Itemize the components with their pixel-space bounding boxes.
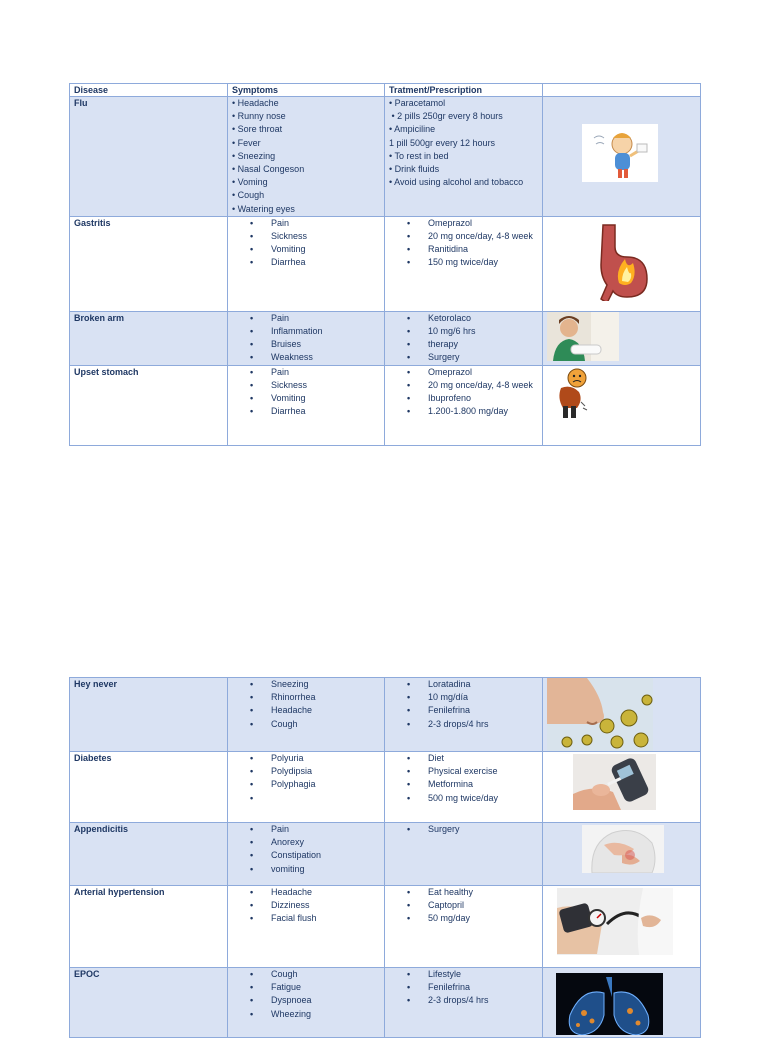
symptom-item: • Cough <box>232 190 265 201</box>
symptom-item: • Voming <box>232 177 268 188</box>
disease-name: Arterial hypertension <box>70 886 228 968</box>
symptom-item: • Headache <box>232 98 279 108</box>
symptom-item: • Headache <box>250 704 380 717</box>
symptoms-cell <box>228 311 385 365</box>
symptoms-cell <box>228 365 385 445</box>
treatment-item: • 10 mg/día <box>407 691 538 704</box>
image-cell <box>543 752 701 823</box>
flu-illustration <box>582 124 658 182</box>
treatment-cell <box>385 886 543 968</box>
symptom-item: • Vomiting <box>250 243 380 256</box>
table-row <box>70 752 701 823</box>
symptom-item: • Sore throat <box>232 124 283 135</box>
table-row <box>70 678 701 752</box>
disease-table-2 <box>69 677 701 1038</box>
treatment-item: • 2 pills 250gr every 8 hours <box>389 111 503 122</box>
broken-arm-photo <box>547 312 619 361</box>
symptom-item: • Sneezing <box>250 678 380 691</box>
symptom-item: • Vomiting <box>250 392 380 405</box>
table-row <box>70 886 701 968</box>
treatment-item: • 20 mg once/day, 4-8 week <box>407 379 538 392</box>
treatment-item: • 2-3 drops/4 hrs <box>407 718 538 731</box>
symptom-item: • Sickness <box>250 230 380 243</box>
symptom-item: • Pain <box>250 366 380 379</box>
image-cell <box>543 365 701 445</box>
symptom-item: • Sickness <box>250 379 380 392</box>
image-cell <box>543 823 701 886</box>
table-row <box>70 311 701 365</box>
treatment-item: • Drink fluids <box>389 164 440 175</box>
treatment-cell <box>385 311 543 365</box>
treatment-item: • Avoid using alcohol and tobacco <box>389 177 524 188</box>
symptom-item: • Facial flush <box>250 912 380 925</box>
symptom-item: • Inflammation <box>250 325 380 338</box>
disease-name: Diabetes <box>70 752 228 823</box>
header-disease: Disease <box>70 84 228 97</box>
symptom-item: • Bruises <box>250 338 380 351</box>
treatment-item: • 20 mg once/day, 4-8 week <box>407 230 538 243</box>
glucose-meter-photo <box>573 754 656 810</box>
treatment-cell <box>385 823 543 886</box>
image-cell <box>543 216 701 311</box>
symptoms-cell <box>228 97 385 217</box>
blood-pressure-photo <box>557 888 673 955</box>
symptom-item: • Watering eyes <box>232 203 295 214</box>
symptom-item: • Headache <box>250 886 380 899</box>
symptom-item: • Pain <box>250 217 380 230</box>
treatment-item: • Paracetamol <box>389 98 446 108</box>
symptom-item <box>250 792 380 805</box>
disease-name: Upset stomach <box>70 365 228 445</box>
symptom-item: • Diarrhea <box>250 405 380 418</box>
image-cell <box>543 886 701 968</box>
treatment-item: • 50 mg/day <box>407 912 538 925</box>
treatment-item: • To rest in bed <box>389 150 449 161</box>
symptom-item: • Polydipsia <box>250 765 380 778</box>
symptom-item: • Wheezing <box>250 1008 380 1021</box>
image-cell <box>543 311 701 365</box>
symptoms-cell <box>228 968 385 1038</box>
treatment-item: • 500 mg twice/day <box>407 792 538 805</box>
symptoms-cell <box>228 216 385 311</box>
image-cell <box>543 968 701 1038</box>
symptoms-cell <box>228 823 385 886</box>
disease-name: Broken arm <box>70 311 228 365</box>
table-header-row <box>70 84 701 97</box>
treatment-item: • Diet <box>407 752 538 765</box>
symptom-item: • Fever <box>232 137 261 148</box>
treatment-item: • Omeprazol <box>407 217 538 230</box>
symptom-item: • Polyuria <box>250 752 380 765</box>
image-cell <box>543 678 701 752</box>
symptom-item: • Dyspnoea <box>250 994 380 1007</box>
table-row <box>70 823 701 886</box>
symptom-item: • Constipation <box>250 849 380 862</box>
symptom-item: • vomiting <box>250 863 380 876</box>
table-row <box>70 97 701 217</box>
treatment-item: • 10 mg/6 hrs <box>407 325 538 338</box>
appendicitis-photo <box>582 825 664 873</box>
symptoms-cell <box>228 886 385 968</box>
treatment-item: 1 pill 500gr every 12 hours <box>389 137 496 148</box>
symptom-item: • Cough <box>250 968 380 981</box>
treatment-item: • Physical exercise <box>407 765 538 778</box>
symptom-item: • Anorexy <box>250 836 380 849</box>
disease-table-1 <box>69 83 701 446</box>
treatment-item: • Eat healthy <box>407 886 538 899</box>
treatment-item: • Fenilefrina <box>407 981 538 994</box>
treatment-item: • 150 mg twice/day <box>407 256 538 269</box>
treatment-item: • Captopril <box>407 899 538 912</box>
treatment-item: • Ibuprofeno <box>407 392 538 405</box>
table-row <box>70 365 701 445</box>
treatment-cell <box>385 968 543 1038</box>
treatment-item: • Fenilefrina <box>407 704 538 717</box>
treatment-item: • Ketorolaco <box>407 312 538 325</box>
disease-name: Flu <box>70 97 228 217</box>
symptom-item: • Pain <box>250 823 380 836</box>
treatment-item: • therapy <box>407 338 538 351</box>
symptom-item: • Dizziness <box>250 899 380 912</box>
table-row <box>70 968 701 1038</box>
symptom-item: • Cough <box>250 718 380 731</box>
treatment-item: • Loratadina <box>407 678 538 691</box>
treatment-cell <box>385 97 543 217</box>
treatment-item: • Ranitidina <box>407 243 538 256</box>
treatment-item: • Metformina <box>407 778 538 791</box>
disease-name: Gastritis <box>70 216 228 311</box>
image-cell <box>543 97 701 217</box>
disease-name: EPOC <box>70 968 228 1038</box>
symptoms-cell <box>228 752 385 823</box>
upset-stomach-illustration <box>553 368 591 420</box>
treatment-item: • Surgery <box>407 351 538 364</box>
treatment-cell <box>385 216 543 311</box>
symptoms-cell <box>228 678 385 752</box>
header-symptoms: Symptoms <box>228 84 385 97</box>
symptom-item: • Nasal Congeson <box>232 164 305 175</box>
symptom-item: • Rhinorrhea <box>250 691 380 704</box>
header-treatment: Tratment/Prescription <box>385 84 543 97</box>
symptom-item: • Weakness <box>250 351 380 364</box>
symptom-item: • Polyphagia <box>250 778 380 791</box>
stomach-illustration <box>597 223 653 301</box>
treatment-cell <box>385 752 543 823</box>
treatment-item: • 2-3 drops/4 hrs <box>407 994 538 1007</box>
header-image <box>543 84 701 97</box>
treatment-item: • Ampiciline <box>389 124 436 135</box>
symptom-item: • Runny nose <box>232 111 286 122</box>
disease-name: Hey never <box>70 678 228 752</box>
allergy-nose-illustration <box>547 678 653 751</box>
symptom-item: • Pain <box>250 312 380 325</box>
treatment-cell <box>385 678 543 752</box>
lungs-xray-illustration <box>556 973 663 1035</box>
treatment-item: • Surgery <box>407 823 538 836</box>
symptom-item: • Fatigue <box>250 981 380 994</box>
treatment-item: • 1.200-1.800 mg/day <box>407 405 538 418</box>
table-row <box>70 216 701 311</box>
disease-name: Appendicitis <box>70 823 228 886</box>
symptom-item: • Sneezing <box>232 150 276 161</box>
treatment-cell <box>385 365 543 445</box>
treatment-item: • Lifestyle <box>407 968 538 981</box>
treatment-item: • Omeprazol <box>407 366 538 379</box>
symptom-item: • Diarrhea <box>250 256 380 269</box>
